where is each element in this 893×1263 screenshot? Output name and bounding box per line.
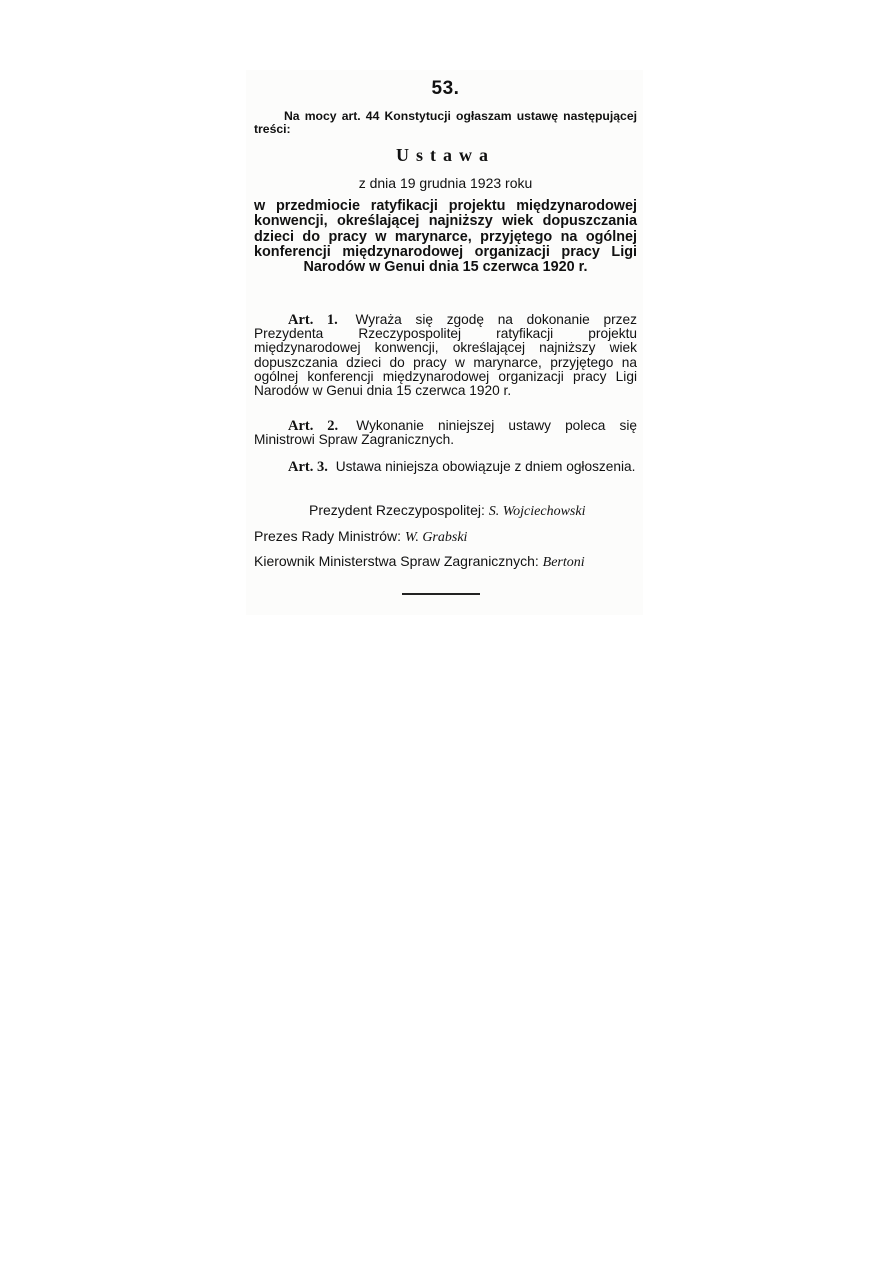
article-2-label: Art. 2. [288,418,339,434]
signature-president-name: S. Wojciechowski [488,504,586,519]
signature-prime-minister-name: W. Grabski [404,530,468,545]
article-3-text: Ustawa niniejsza obowiązuje z dniem ogłoszenia. [335,459,636,474]
signature-foreign-affairs-name: Bertoni [542,555,585,570]
law-date: z dnia 19 grudnia 1923 roku [358,175,533,191]
signature-foreign-affairs [254,553,585,571]
law-subject: w przedmiocie ratyfikacji projektu międzynarodowej konwencji, określającej najniższy wiek dopuszczania dzieci do pracy w marynarce, przyjętego na ogólnej konferencji międzynarodowej organizacji pracy Ligi Narodów w Genui dnia 15 czerwca 1920 r. [254,198,637,276]
signature-prime-minister-role: Prezes Rady Ministrów: [254,528,402,544]
signature-prime-minister [254,528,467,546]
signature-foreign-affairs-role: Kierownik Ministerstwa Spraw Zagranicznych: [254,553,539,569]
closing-rule [402,593,480,595]
article-1-label: Art. 1. [288,312,338,328]
signature-president [309,502,585,520]
article-3 [254,460,637,474]
intro-paragraph: Na mocy art. 44 Konstytucji ogłaszam ustawę następującej treści: [254,109,637,136]
article-1 [254,313,637,398]
law-title: Ustawa [396,145,495,165]
article-2-text: Wykonanie niniejszej ustawy poleca się Ministrowi Spraw Zagranicznych. [254,418,637,448]
article-3-label: Art. 3. [288,459,328,475]
signature-president-role: Prezydent Rzeczypospolitej: [309,502,485,518]
article-1-text: Wyraża się zgodę na dokonanie przez Prezydenta Rzeczypospolitej ratyfikacji projektu międzynarodowej konwencji, określającej najniższy wiek dopuszczania dzieci do pracy w marynarce, przyjętego na ogólnej konferencji międzynarodowej organizacji pracy Ligi Narodów w Genui dnia 15 czerwca 1920 r. [254,312,637,399]
page-number: 53. [431,78,460,99]
article-2 [254,419,637,447]
